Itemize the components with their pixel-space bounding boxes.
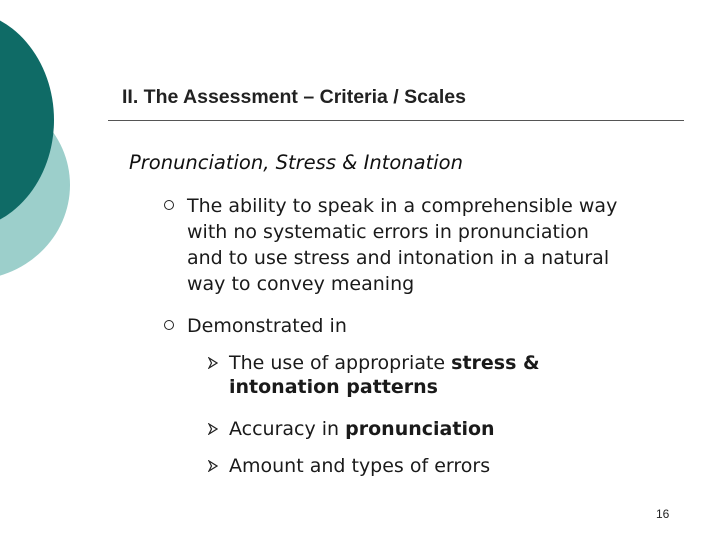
hollow-circle-bullet-icon	[164, 320, 174, 330]
slide-title: II. The Assessment – Criteria / Scales	[122, 86, 466, 108]
arrowhead-bullet-icon	[208, 460, 218, 472]
bullet-line: with no systematic errors in pronunciation	[187, 221, 589, 243]
arrowhead-bullet-icon	[208, 423, 218, 435]
sub-bullet-bold: pronunciation	[345, 418, 495, 440]
slide-subtitle: Pronunciation, Stress & Intonation	[129, 151, 463, 174]
hollow-circle-bullet-icon	[164, 200, 174, 210]
sub-bullet-text: Accuracy in	[229, 418, 346, 440]
page-number: 16	[656, 507, 670, 521]
title-divider	[108, 120, 684, 121]
decorative-teal-circles	[0, 0, 120, 300]
bullet-line: and to use stress and intonation in a natural	[187, 247, 610, 269]
sub-bullet-bold: intonation patterns	[229, 376, 438, 398]
bullet-line: way to convey meaning	[187, 273, 415, 295]
sub-bullet-bold: stress &	[451, 352, 540, 374]
sub-bullet-text: Amount and types of errors	[229, 455, 491, 477]
bullet-line: The ability to speak in a comprehensible way	[187, 195, 618, 217]
arrowhead-bullet-icon	[208, 357, 218, 369]
bullet-line: Demonstrated in	[187, 315, 347, 337]
sub-bullet-text: The use of appropriate	[229, 352, 452, 374]
